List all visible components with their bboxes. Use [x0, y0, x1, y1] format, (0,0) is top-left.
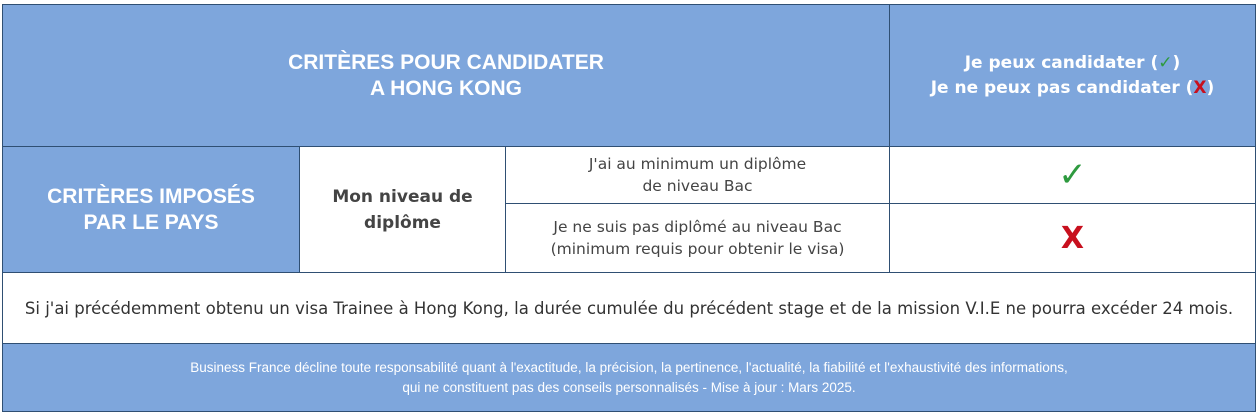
section-title: CRITÈRES IMPOSÉS PAR LE PAYS	[47, 184, 255, 234]
disclaimer: Business France décline toute responsabilité quant à l'exactitude, la précision, la pertinence, l'actualité, la fiabilité et l'exhaustivité des informations, qui ne constituent pas des conseils personnalisés - Mise à jour : Mars 2025.	[190, 359, 1068, 395]
criterion-row-2-result	[890, 204, 1255, 273]
note-cell	[3, 273, 1255, 344]
criterion-row-1-result	[890, 147, 1255, 204]
cross-icon: X	[1060, 220, 1085, 256]
header-title-cell	[3, 5, 890, 147]
cross-icon: X	[1193, 77, 1207, 98]
check-icon: ✓	[1158, 52, 1173, 73]
criterion-row-2-text: Je ne suis pas diplômé au niveau Bac (minimum requis pour obtenir le visa)	[506, 204, 890, 273]
criterion-label-cell	[300, 147, 506, 273]
title-line-2: A HONG KONG	[369, 76, 523, 100]
criterion-row-1-text: J'ai au minimum un diplôme de niveau Bac	[506, 147, 890, 204]
legend-can-apply: Je peux candidater (✓)	[964, 52, 1181, 73]
criteria-table	[2, 4, 1256, 412]
visa-note: Si j'ai précédemment obtenu un visa Trainee à Hong Kong, la durée cumulée du précédent stage et de la mission V.I.E ne pourra excéder 24 mois.	[24, 298, 1234, 318]
disclaimer-cell	[3, 344, 1255, 411]
title-line-1: CRITÈRES POUR CANDIDATER	[288, 50, 604, 74]
legend-cannot-apply: Je ne peux pas candidater (X)	[930, 77, 1215, 98]
section-title-cell	[3, 147, 300, 273]
page-title	[288, 50, 604, 102]
legend-cell	[890, 5, 1255, 147]
legend	[931, 51, 1215, 101]
criterion-label: Mon niveau de diplôme	[332, 186, 473, 233]
check-icon: ✓	[1058, 155, 1087, 195]
